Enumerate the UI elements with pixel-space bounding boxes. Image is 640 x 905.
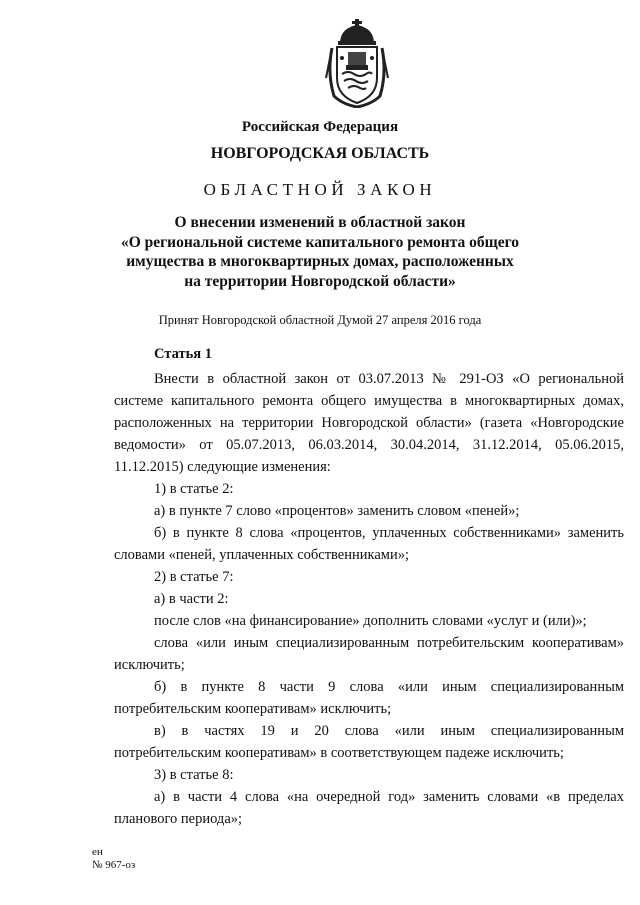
law-title	[0, 213, 640, 291]
article-paragraph: 2) в статье 7:	[154, 569, 234, 585]
law-title-line: «О региональной системе капитального ремонта общего	[120, 233, 520, 251]
article-paragraph: а) в части 2:	[154, 591, 229, 607]
document-type-heading: ОБЛАСТНОЙ ЗАКОН	[203, 180, 437, 199]
footer-number: № 967-оз	[92, 859, 136, 871]
article-paragraph: 1) в статье 2:	[154, 481, 234, 497]
article-paragraph: б) в пункте 8 части 9 слова «или иным специализированным потребительским кооперативам» исключить;	[114, 679, 624, 717]
article-paragraph: после слов «на финансирование» дополнить словами «услуг и (или)»;	[154, 613, 587, 629]
law-title-line: на территории Новгородской области»	[184, 272, 456, 290]
article-paragraph: а) в пункте 7 слово «процентов» заменить словом «пеней»;	[154, 503, 520, 519]
adoption-note: Принят Новгородской областной Думой 27 апреля 2016 года	[158, 313, 482, 327]
article-paragraph: а) в части 4 слова «на очередной год» заменить словами «в пределах планового периода»;	[114, 789, 624, 827]
law-title-line: имущества в многоквартирных домах, расположенных	[126, 253, 514, 270]
article-body	[114, 368, 624, 830]
coat-of-arms-icon	[324, 18, 390, 108]
article-paragraph: в) в частях 19 и 20 слова «или иным специализированным потребительским кооперативам» в соответствующем падеже исключить;	[114, 723, 624, 761]
article-heading: Статья 1	[154, 346, 212, 362]
region-heading: НОВГОРОДСКАЯ ОБЛАСТЬ	[210, 145, 430, 162]
article-paragraph: Внести в областной закон от 03.07.2013 № 291-ОЗ «О региональной системе капитального ремонта общего имущества в многоквартирных домах, расположенных на территории Новгородской области» (газета «Новгородские ведомости» от 05.07.2013, 06.03.2014, 30.04.2014, 31.12.2014, 05.06.2015, 11.12.2015) следующие изменения:	[114, 371, 624, 475]
country-heading: Российская Федерация	[241, 119, 399, 135]
footer-initials: ен	[92, 846, 103, 858]
article-paragraph: слова «или иным специализированным потребительским кооперативам» исключить;	[114, 635, 624, 673]
article-paragraph: б) в пункте 8 слова «процентов, уплаченных собственниками» заменить словами «пеней, уплаченных собственниками»;	[114, 525, 624, 563]
article-paragraph: 3) в статье 8:	[154, 767, 234, 783]
law-title-line: О внесении изменений в областной закон	[174, 214, 466, 231]
document-footer	[92, 846, 135, 872]
